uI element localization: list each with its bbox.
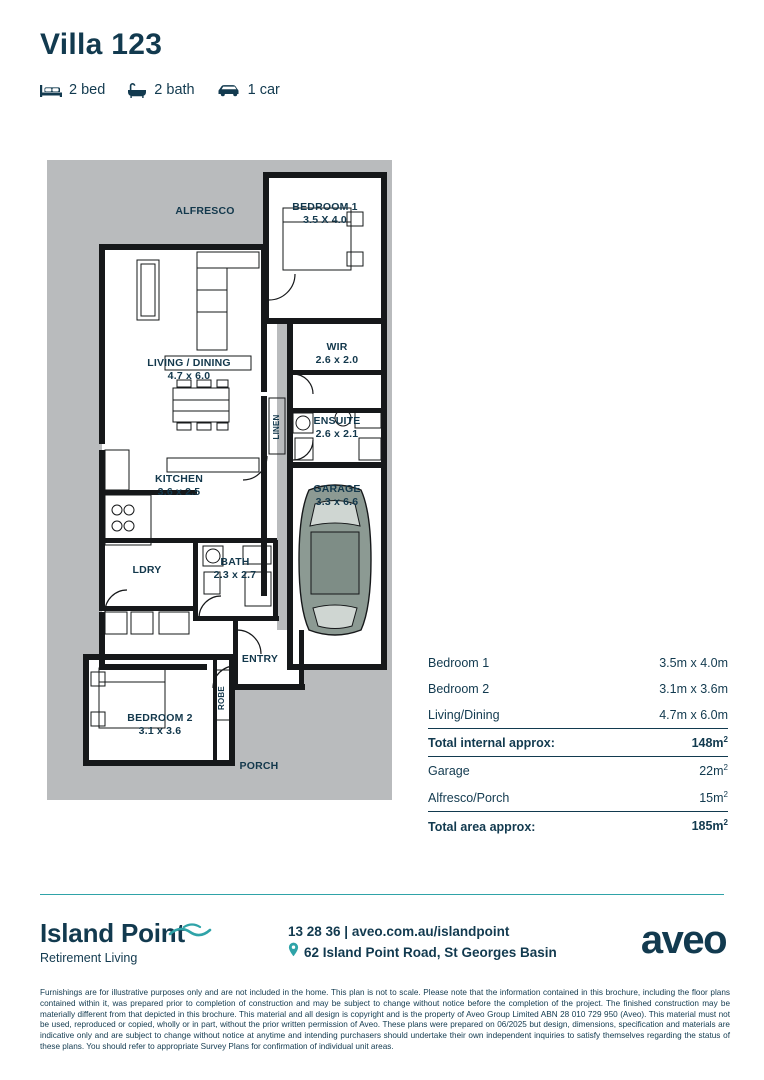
area-unit-sup: 2: [723, 763, 728, 773]
table-row: [428, 650, 728, 676]
room-label-robe: ROBE: [217, 686, 226, 710]
area-table: [428, 650, 728, 840]
room-label-ensuite: ENSUITE 2.6 x 2.1: [313, 415, 361, 441]
area-value: 4.7m x 6.0m: [659, 708, 728, 722]
table-row: [428, 784, 728, 811]
room-label-porch: PORCH: [239, 760, 279, 772]
room-label-wir: WIR 2.6 x 2.0: [315, 341, 359, 367]
room-label-bedroom2: BEDROOM 2 3.1 x 3.6: [127, 712, 193, 738]
page-title: Villa 123: [40, 28, 163, 61]
spec-car: [217, 82, 280, 98]
location-pin-icon: [288, 942, 299, 963]
room-label-alfresco: ALFRESCO: [175, 205, 235, 217]
area-label: Garage: [428, 764, 470, 779]
area-label: Bedroom 1: [428, 656, 490, 670]
area-label: Bedroom 2: [428, 682, 490, 696]
spec-bed: [40, 82, 105, 98]
table-row: [428, 756, 728, 784]
spec-bath-label: 2 bath: [154, 82, 195, 98]
disclaimer-text: Furnishings are for illustrative purposes only and are not included in the home. This plan is not to scale. Please note that the information contained in this brochure, including the floor plans contained within it, was prepared prior to completion of construction and may be subject to change without notice before the completion of the project. The finished construction may be materially different from that depicted in this brochure. This material and all design is copyright and is the property of Aveo Group Limited ABN 28 010 729 950 (Aveo). This material must not be used, reproduced or copied, wholly or in part, without the prior written permission of Aveo. These plans were prepared on 06/2025 but design, dimensions, specification and materials are indicative only and are subject to change without notice at anytime and intending purchasers should undertake their own independent inquiries to satisfy themselves regarding the status of these plans. You should refer to appropriate Survey Plans for confirmation of individual unit areas.: [40, 988, 730, 1052]
area-value: 3.1m x 3.6m: [659, 682, 728, 696]
room-label-ldry: LDRY: [132, 564, 162, 576]
area-unit-sup: 2: [723, 790, 728, 800]
table-row: [428, 728, 728, 756]
contact-phone-web[interactable]: 13 28 36 | aveo.com.au/islandpoint: [288, 924, 510, 939]
room-label-kitchen: KITCHEN 3.6 x 2.5: [154, 473, 204, 499]
area-value-group: [692, 818, 728, 833]
area-value: 3.5m x 4.0m: [659, 656, 728, 670]
aveo-logo: aveo: [640, 918, 726, 962]
table-row: [428, 811, 728, 839]
contact-block: [288, 922, 557, 964]
room-label-bedroom1: BEDROOM 1 3.5 X 4.0: [292, 201, 358, 227]
brand-name: Island Point: [40, 918, 185, 948]
room-label-linen: LINEN: [272, 414, 281, 440]
area-value-group: [699, 790, 728, 805]
room-label-living-dining: LIVING / DINING 4.7 x 6.0: [147, 357, 231, 383]
wave-icon: [168, 922, 222, 945]
area-label: Living/Dining: [428, 708, 500, 722]
spec-bath: [127, 82, 194, 98]
brand-tagline: Retirement Living: [40, 951, 138, 965]
area-label: Alfresco/Porch: [428, 791, 510, 806]
footer-divider: [40, 894, 724, 895]
room-label-bath: BATH 2.3 x 2.7: [213, 556, 257, 582]
contact-address-line: [288, 942, 557, 963]
area-unit-sup: 2: [723, 818, 728, 828]
area-value-group: [699, 763, 728, 778]
contact-address: 62 Island Point Road, St Georges Basin: [304, 944, 557, 960]
area-value: 185m: [691, 819, 724, 834]
bed-icon: [40, 83, 62, 98]
table-row: [428, 676, 728, 702]
table-row: [428, 702, 728, 728]
spec-car-label: 1 car: [247, 82, 280, 98]
room-label-garage: GARAGE 3.3 x 6.6: [313, 483, 361, 509]
area-value-group: [692, 735, 728, 750]
spec-bed-label: 2 bed: [69, 82, 106, 98]
brand-block: [40, 918, 185, 965]
area-value: 22m: [699, 764, 724, 779]
area-value: 148m: [691, 736, 724, 751]
room-label-entry: ENTRY: [241, 653, 279, 665]
bath-icon: [127, 83, 147, 98]
area-value: 15m: [699, 791, 724, 806]
car-icon: [217, 83, 241, 98]
floorplan: [47, 160, 392, 800]
area-unit-sup: 2: [723, 735, 728, 744]
area-label: Total internal approx:: [428, 736, 555, 751]
area-label: Total area approx:: [428, 819, 536, 834]
spec-row: [40, 82, 280, 98]
